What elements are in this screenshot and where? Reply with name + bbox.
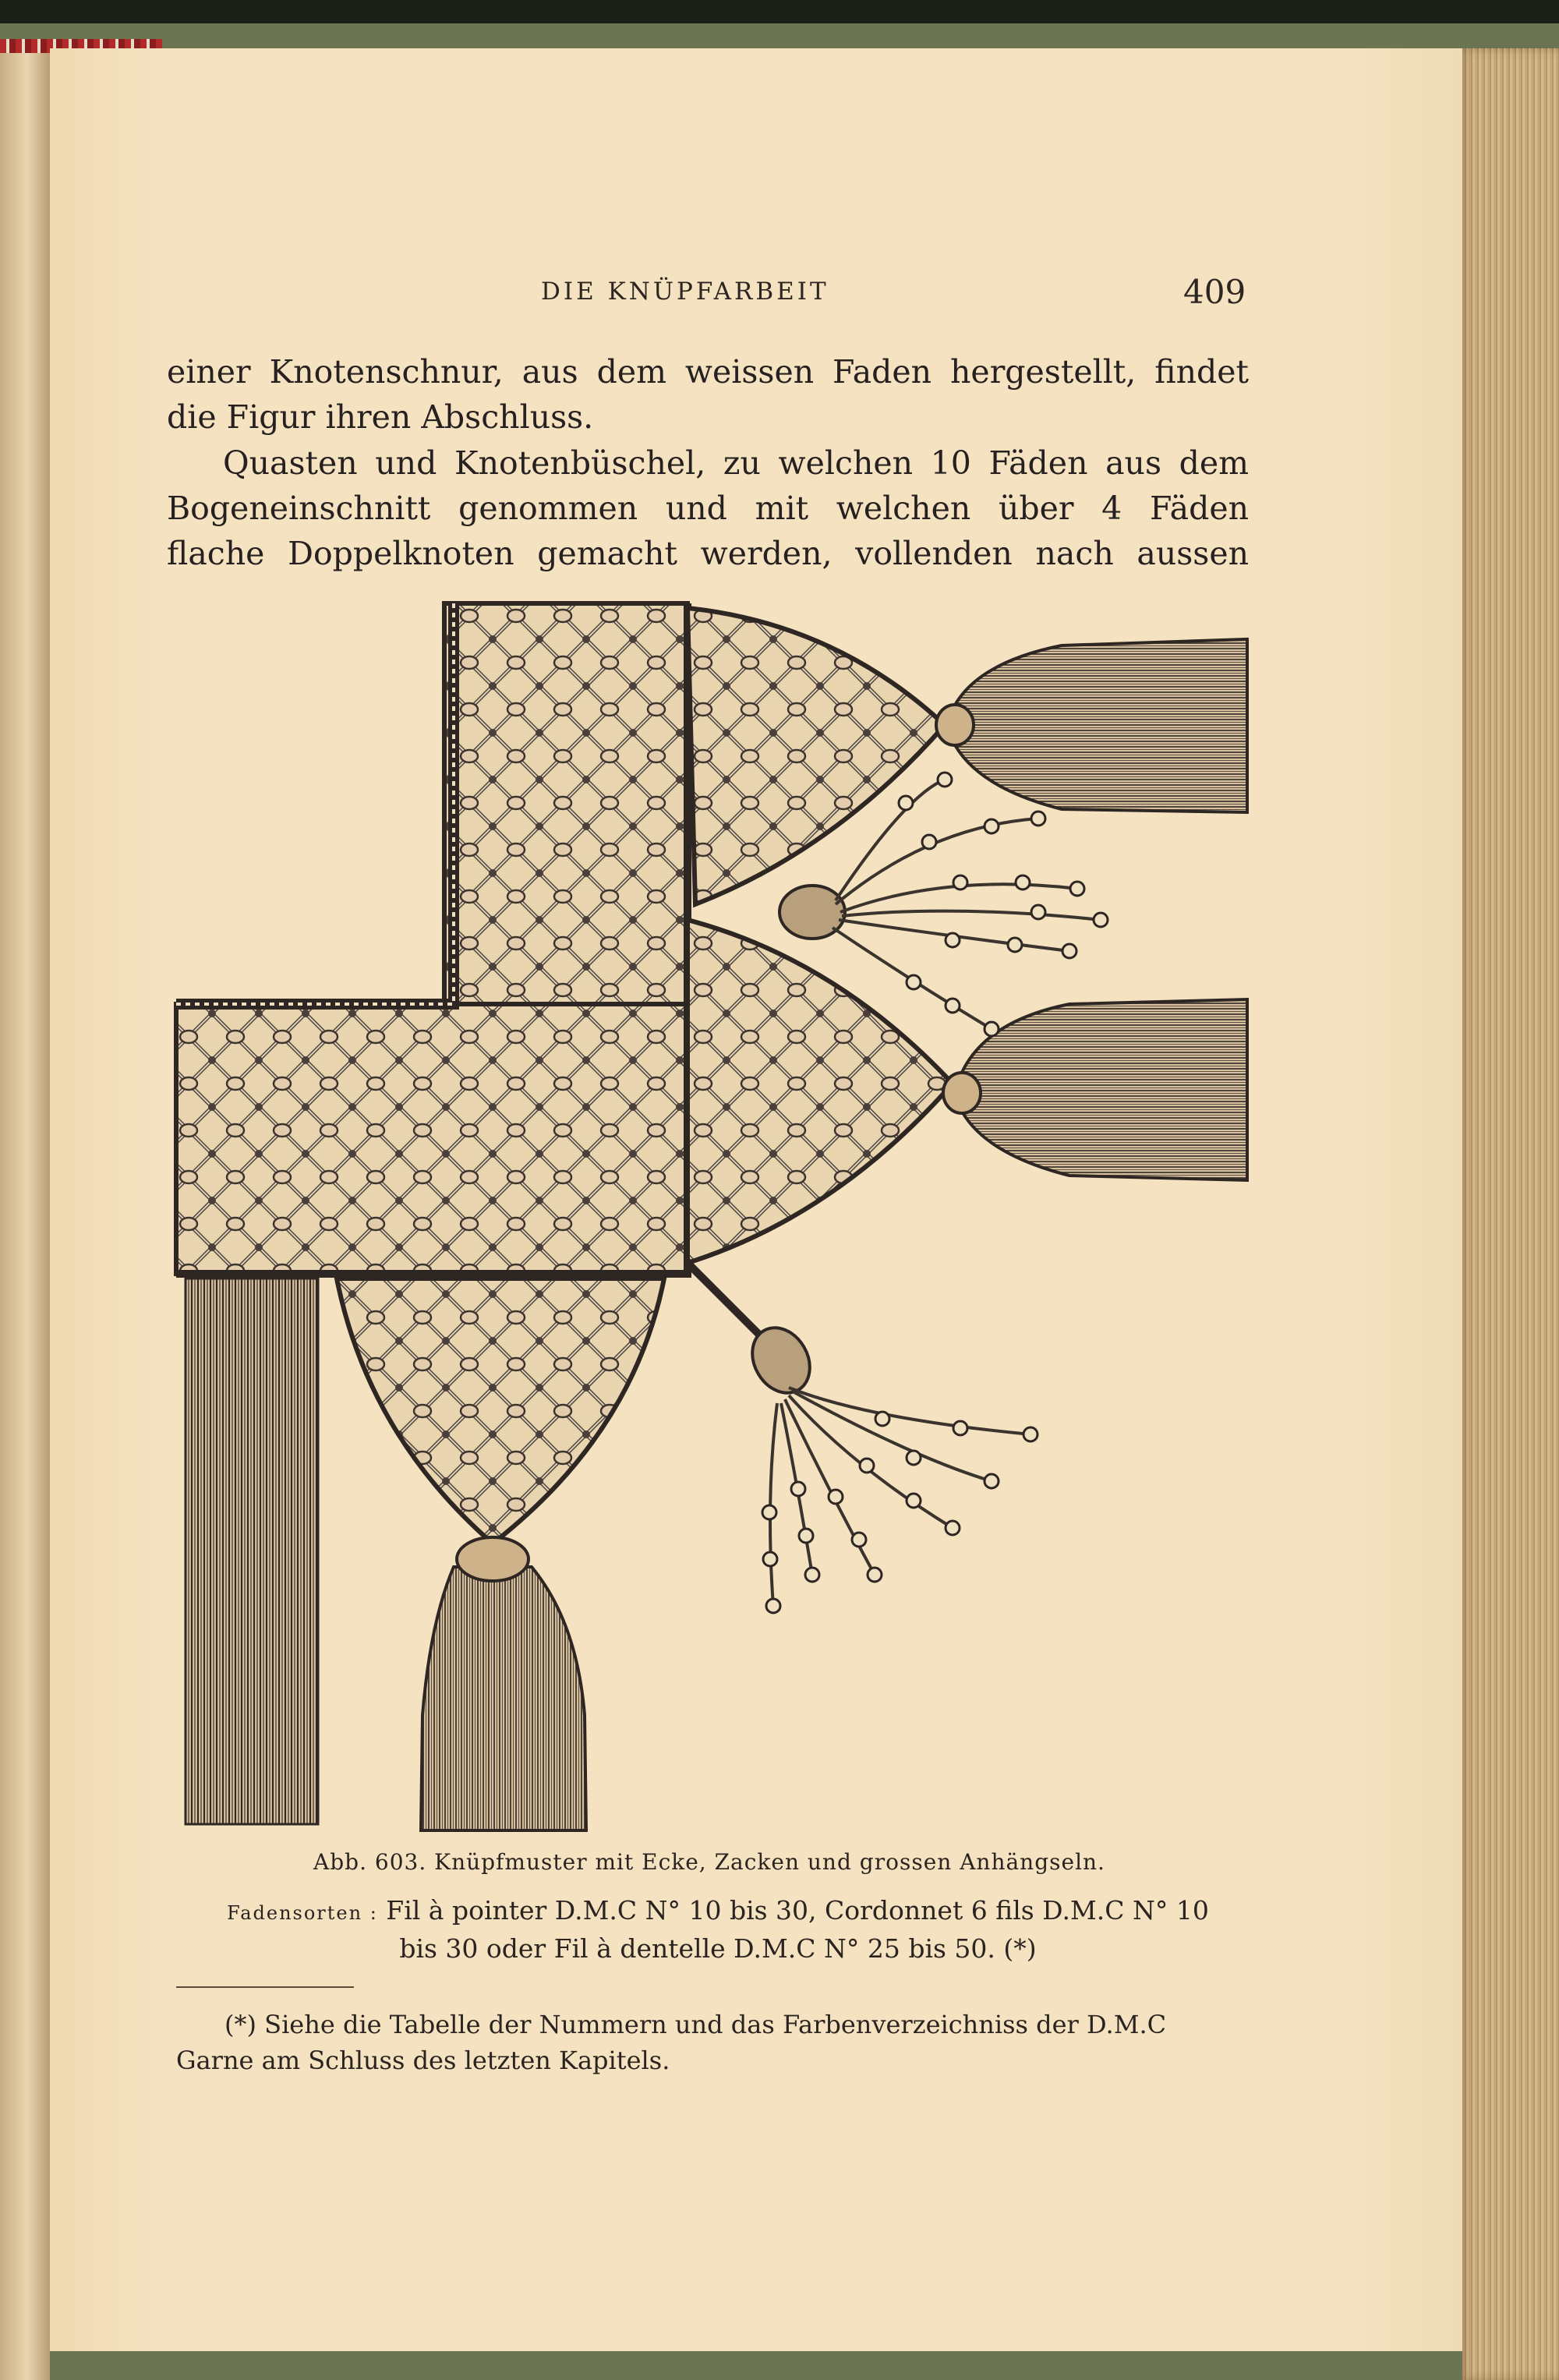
macrame-illustration xyxy=(165,592,1257,1840)
page-number: 409 xyxy=(1183,273,1246,311)
thread-types-note xyxy=(176,1893,1260,1967)
thread-types-label: Fadensorten : xyxy=(227,1902,378,1924)
background-top xyxy=(0,0,1559,23)
text-line: einer Knotenschnur, aus dem weissen Faden hergestellt, findet xyxy=(167,353,1249,391)
paragraph-2 xyxy=(167,440,1249,576)
text-line: Quasten und Knotenbüschel, zu welchen 10 Fäden aus dem xyxy=(223,444,1249,482)
text-line: die Figur ihren Abschluss. xyxy=(167,398,594,436)
previous-page-edge xyxy=(0,53,52,2380)
thread-types-line-1: Fil à pointer D.M.C N° 10 bis 30, Cordonnet 6 fils D.M.C N° 10 xyxy=(386,1895,1209,1926)
footnote-rule xyxy=(176,1986,354,1988)
cover-bottom-edge xyxy=(50,2351,1462,2380)
paragraph-1 xyxy=(167,349,1249,440)
running-head: DIE KNÜPFARBEIT xyxy=(541,278,829,306)
cover-edge xyxy=(0,23,1559,51)
thread-types-line-2: bis 30 oder Fil à dentelle D.M.C N° 25 bis 50. (*) xyxy=(399,1933,1037,1964)
footnote-line-1: (*) Siehe die Tabelle der Nummern und das Farbenverzeichniss der D.M.C xyxy=(224,2010,1167,2039)
text-line: Bogeneinschnitt genommen und mit welchen über 4 Fäden xyxy=(167,490,1249,527)
figure-caption: Abb. 603. Knüpfmuster mit Ecke, Zacken und grossen Anhängseln. xyxy=(313,1849,1105,1875)
footnote-line-2: Garne am Schluss des letzten Kapitels. xyxy=(176,2046,670,2075)
footnote xyxy=(176,2007,1260,2078)
page-block-edge xyxy=(1456,48,1559,2380)
text-line: flache Doppelknoten gemacht werden, vollenden nach aussen xyxy=(167,535,1249,572)
